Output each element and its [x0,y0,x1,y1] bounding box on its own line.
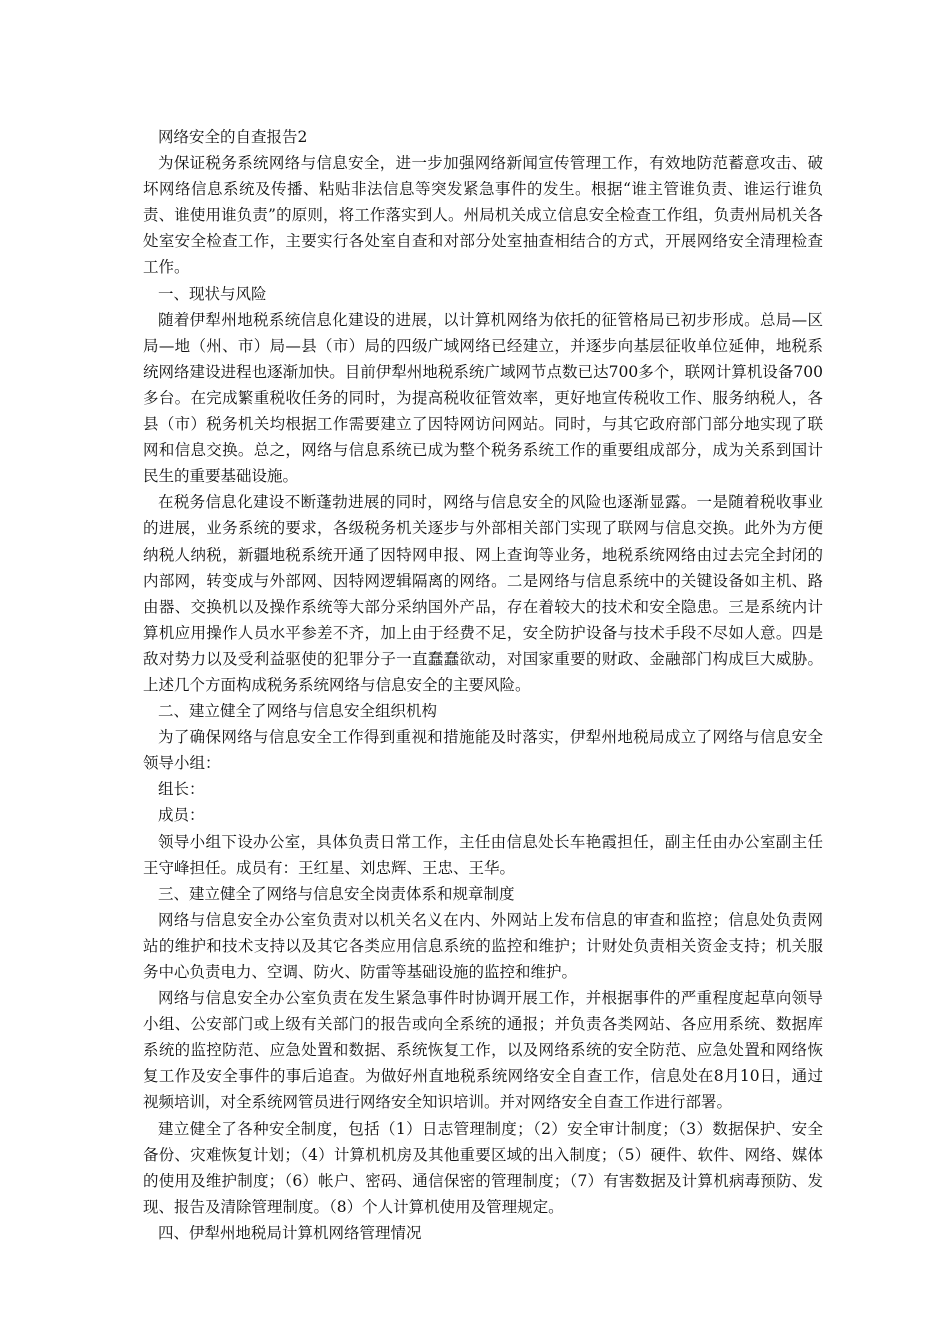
team-members-label: 成员： [158,806,205,825]
paragraph-emergency: 网络与信息安全办公室负责在发生紧急事件时协调开展工作，并根据事件的严重程度起草向领导小组、公安部门或上级有关部门的报告或向全系统的通报；并负责各类网站、各应用系统、数据库系统的监控防范、应急处置和数据、系统恢复工作，以及网络系统的安全防范、应急处置和网络恢复工作及安全事件的事后追查。为做好州直地税系统网络安全自查工作，信息处在8月10日，通过视频培训，对全系统网管员进行网络安全知识培训。并对网络安全自查工作进行部署。 [143,989,823,1112]
paragraph-status: 随着伊犁州地税系统信息化建设的进展，以计算机网络为依托的征管格局已初步形成。总局—区局—地（州、市）局—县（市）局的四级广域网络已经建立，并逐步向基层征收单位延伸，地税系统网络建设进程也逐渐加快。目前伊犁州地税系统广域网节点数已达700多个，联网计算机设备700多台。在完成繁重税收任务的同时，为提高税收征管效率，更好地宣传税收工作、服务纳税人，各县（市）税务机关均根据工作需要建立了因特网访问网站。同时，与其它政府部门部分地实现了联网和信息交换。总之，网络与信息系统已成为整个税务系统工作的重要组成部分，成为关系到国计民生的重要基础设施。 [143,310,823,486]
section-heading-2: 二、建立健全了网络与信息安全组织机构 [158,702,438,721]
document-title: 网络安全的自查报告2 [158,128,308,146]
paragraph-risks: 在税务信息化建设不断蓬勃进展的同时，网络与信息安全的风险也逐渐显露。一是随着税收事业的进展，业务系统的要求，各级税务机关逐步与外部相关部门实现了联网与信息交换。此外为方便纳税人纳税，新疆地税系统开通了因特网申报、网上查询等业务，地税系统网络由过去完全封闭的内部网，转变成与外部网、因特网逻辑隔离的网络。二是网络与信息系统中的关键设备如主机、路由器、交换机以及操作系统等大部分采纳国外产品，存在着较大的技术和安全隐患。三是系统内计算机应用操作人员水平参差不齐，加上由于经费不足，安全防护设备与技术手段不尽如人意。四是敌对势力以及受利益驱使的犯罪分子一直蠢蠢欲动，对国家重要的财政、金融部门构成巨大威胁。上述几个方面构成税务系统网络与信息安全的主要风险。 [143,493,823,694]
section-heading-3: 三、建立健全了网络与信息安全岗责体系和规章制度 [158,884,515,903]
paragraph-regulations: 建立健全了各种安全制度，包括（1）日志管理制度；（2）安全审计制度；（3）数据保护、安全备份、灾难恢复计划；（4）计算机机房及其他重要区域的出入制度；（5）硬件、软件、网络、媒体的使用及维护制度；（6）帐户、密码、通信保密的管理制度；（7）有害数据及计算机病毒预防、发现、报告及清除管理制度。（8）个人计算机使用及管理规定。 [143,1119,823,1216]
paragraph-office: 领导小组下设办公室，具体负责日常工作，主任由信息处长车艳霞担任，副主任由办公室副主任王守峰担任。成员有：王红星、刘忠辉、王忠、王华。 [143,832,823,877]
document-page [143,124,823,1246]
team-leader-label: 组长： [158,780,205,799]
paragraph-leadership: 为了确保网络与信息安全工作得到重视和措施能及时落实，伊犁州地税局成立了网络与信息安全领导小组： [143,728,823,773]
paragraph-responsibilities: 网络与信息安全办公室负责对以机关名义在内、外网站上发布信息的审查和监控；信息处负责网站的维护和技术支持以及其它各类应用信息系统的监控和维护；计财处负责相关资金支持；机关服务中心负责电力、空调、防火、防雷等基础设施的监控和维护。 [143,910,823,981]
paragraph-intro: 为保证税务系统网络与信息安全，进一步加强网络新闻宣传管理工作，有效地防范蓄意攻击、破坏网络信息系统及传播、粘贴非法信息等突发紧急事件的发生。根据“谁主管谁负责、谁运行谁负责、谁使用谁负责”的原则，将工作落实到人。州局机关成立信息安全检查工作组，负责州局机关各处室安全检查工作，主要实行各处室自查和对部分处室抽查相结合的方式，开展网络安全清理检查工作。 [143,154,823,277]
section-heading-1: 一、现状与风险 [158,284,267,303]
section-heading-4: 四、伊犁州地税局计算机网络管理情况 [158,1223,422,1242]
